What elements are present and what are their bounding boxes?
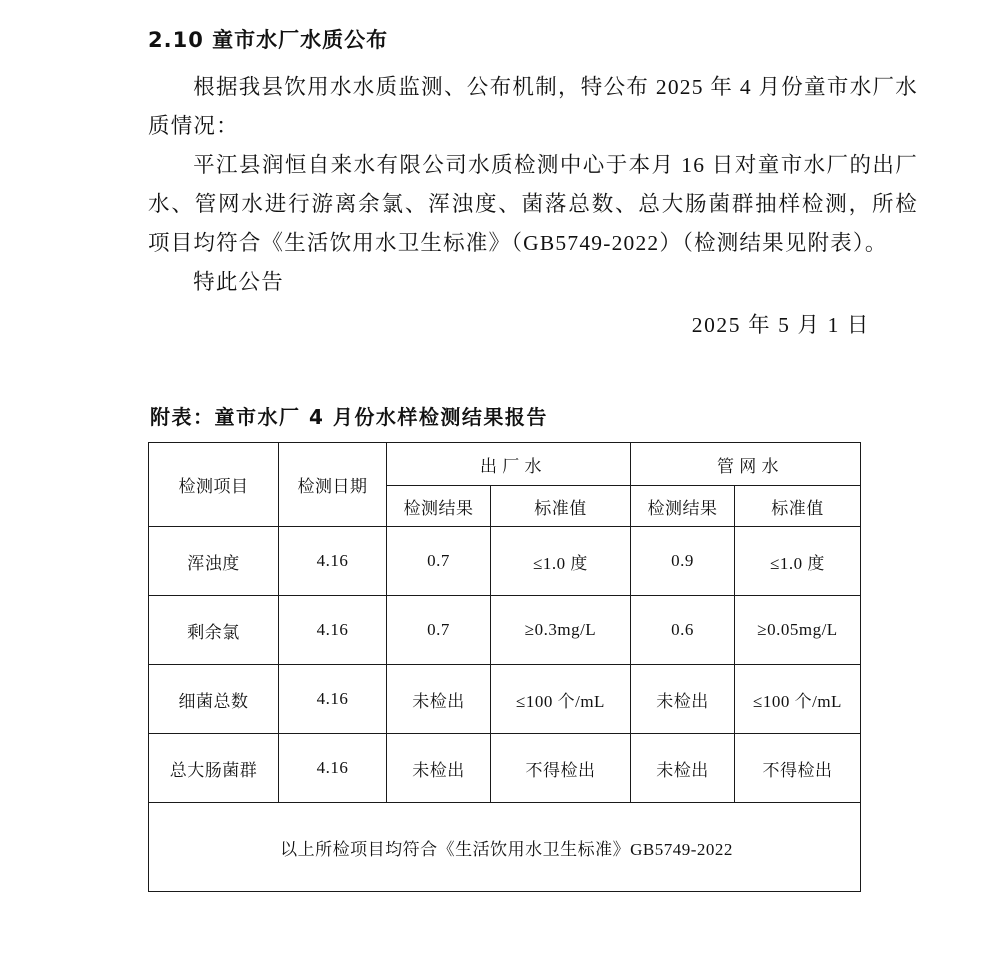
table-head: [149, 443, 861, 527]
row-0-date: 4.16: [279, 527, 387, 596]
row-0-outlet-standard: ≤1.0 度: [491, 527, 631, 596]
row-1-network-result: 0.6: [631, 596, 735, 665]
header-group-network: 管 网 水: [631, 443, 861, 486]
page-title: 2.10 童市水厂水质公布: [148, 28, 389, 52]
row-3-network-standard: 不得检出: [735, 734, 861, 803]
table-row: [149, 596, 861, 665]
publish-date: 2025 年 5 月 1 日: [691, 313, 870, 337]
paragraph-3: 特此公告: [193, 270, 284, 294]
row-1-name: 剩余氯: [149, 596, 279, 665]
table-row: [149, 734, 861, 803]
water-quality-table: [148, 442, 861, 892]
table-footnote-row: [149, 803, 861, 892]
row-1-network-standard: ≥0.05mg/L: [735, 596, 861, 665]
row-1-outlet-result: 0.7: [387, 596, 491, 665]
table-caption: 附表：童市水厂 4 月份水样检测结果报告: [150, 405, 548, 429]
row-3-name: 总大肠菌群: [149, 734, 279, 803]
row-2-outlet-result: 未检出: [387, 665, 491, 734]
table-body: [149, 527, 861, 892]
row-3-outlet-standard: 不得检出: [491, 734, 631, 803]
row-0-network-standard: ≤1.0 度: [735, 527, 861, 596]
header-network-result: 检测结果: [631, 486, 735, 527]
section-spacer: [148, 345, 928, 401]
row-0-network-result: 0.9: [631, 527, 735, 596]
row-2-outlet-standard: ≤100 个/mL: [491, 665, 631, 734]
header-network-standard: 标准值: [735, 486, 861, 527]
row-0-outlet-result: 0.7: [387, 527, 491, 596]
header-date: 检测日期: [279, 443, 387, 527]
header-outlet-result: 检测结果: [387, 486, 491, 527]
table-footnote: 以上所检项目均符合《生活饮用水卫生标准》GB5749-2022: [149, 803, 861, 892]
row-2-name: 细菌总数: [149, 665, 279, 734]
row-1-date: 4.16: [279, 596, 387, 665]
row-3-date: 4.16: [279, 734, 387, 803]
table-header-row-1: [149, 443, 861, 486]
row-2-network-result: 未检出: [631, 665, 735, 734]
header-group-outlet: 出 厂 水: [387, 443, 631, 486]
paragraph-2: 平江县润恒自来水有限公司水质检测中心于本月 16 日对童市水厂的出厂水、管网水进行游离余氯、浑浊度、菌落总数、总大肠菌群抽样检测，所检项目均符合《生活饮用水卫生标准》（GB5749-2022）（检测结果见附表）。: [148, 153, 918, 255]
header-item: 检测项目: [149, 443, 279, 527]
row-2-network-standard: ≤100 个/mL: [735, 665, 861, 734]
row-3-network-result: 未检出: [631, 734, 735, 803]
header-outlet-standard: 标准值: [491, 486, 631, 527]
row-1-outlet-standard: ≥0.3mg/L: [491, 596, 631, 665]
row-0-name: 浑浊度: [149, 527, 279, 596]
table-row: [149, 665, 861, 734]
row-2-date: 4.16: [279, 665, 387, 734]
row-3-outlet-result: 未检出: [387, 734, 491, 803]
paragraph-1: 根据我县饮用水水质监测、公布机制，特公布 2025 年 4 月份童市水厂水质情况：: [148, 75, 918, 138]
table-row: [149, 527, 861, 596]
